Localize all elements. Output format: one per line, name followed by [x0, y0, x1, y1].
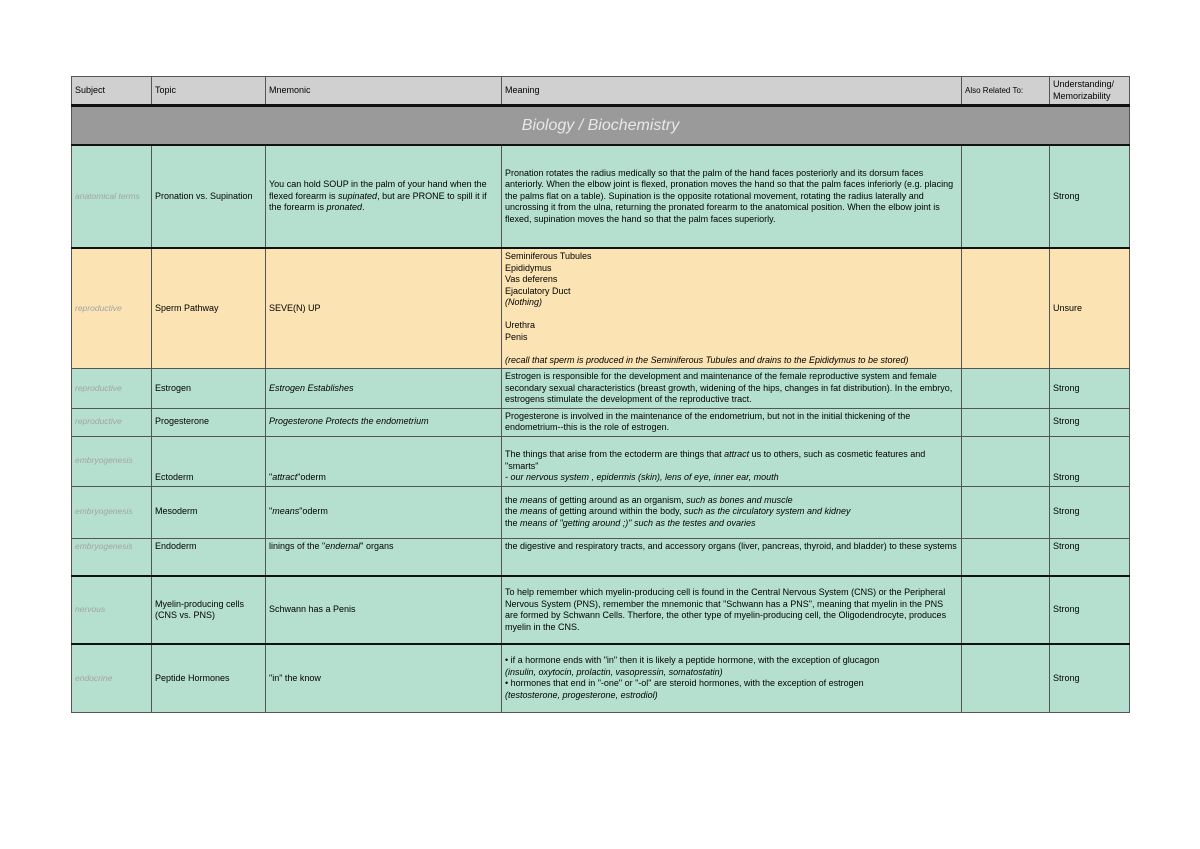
topic-cell: Mesoderm — [152, 486, 266, 538]
header-meaning: Meaning — [502, 77, 962, 106]
topic-cell: Peptide Hormones — [152, 644, 266, 712]
mnemonic-cell: Schwann has a Penis — [266, 576, 502, 644]
rating-cell: Strong — [1050, 576, 1130, 644]
mnemonics-table — [71, 76, 1130, 713]
subject-cell: endocrine — [72, 644, 152, 712]
rating-cell: Unsure — [1050, 248, 1130, 369]
table-row — [72, 436, 1130, 486]
subject-cell: nervous — [72, 576, 152, 644]
also-related-cell — [962, 538, 1050, 576]
topic-cell: Pronation vs. Supination — [152, 145, 266, 248]
table-row — [72, 369, 1130, 409]
table-row — [72, 538, 1130, 576]
also-related-cell — [962, 248, 1050, 369]
also-related-cell — [962, 576, 1050, 644]
mnemonic-cell: Progesterone Protects the endometrium — [266, 408, 502, 436]
header-understanding-line1: Understanding/ — [1053, 79, 1115, 89]
topic-cell: Myelin-producing cells (CNS vs. PNS) — [152, 576, 266, 644]
rating-cell: Strong — [1050, 486, 1130, 538]
header-mnemonic: Mnemonic — [266, 77, 502, 106]
meaning-cell: Estrogen is responsible for the development and maintenance of the female reproductive system and female secondary sexual characteristics (breast growth, widening of the hips, changes in fat distribution). In the embryo, estrogens stimulate the development of the reproductive tract. — [502, 369, 962, 409]
meaning-cell: Pronation rotates the radius medically so that the palm of the hand faces posteriorly and its dorsum faces anteriorly. When the elbow joint is flexed, pronation moves the hand so that the palm faces inferiorly (e.g. placing the palms flat on a table). Supination is the opposite rotational movement, rotating the radius laterally and uncrossing it from the ulna, returning the pronated forearm to the anatomical position. When the elbow joint is flexed, supination moves the hand so that the palm faces superiorly. — [502, 145, 962, 248]
meaning-cell: • if a hormone ends with "in" then it is likely a peptide hormone, with the exception of glucagon (insulin, oxytocin, prolactin, vasopressin, somatostatin) • hormones that end in "-one" or "-ol" are steroid hormones, with the exception of estrogen (testosterone, progesterone, estrodiol) — [502, 644, 962, 712]
also-related-cell — [962, 644, 1050, 712]
section-row — [72, 106, 1130, 146]
rating-cell: Strong — [1050, 369, 1130, 409]
rating-cell: Strong — [1050, 436, 1130, 486]
meaning-cell: Progesterone is involved in the maintenance of the endometrium, but not in the initial thickening of the endometrium--this is the role of estrogen. — [502, 408, 962, 436]
table-row — [72, 408, 1130, 436]
meaning-cell: The things that arise from the ectoderm are things that attract us to others, such as cosmetic features and "smarts" - our nervous system , epidermis (skin), lens of eye, inner ear, mouth — [502, 436, 962, 486]
header-subject: Subject — [72, 77, 152, 106]
table-row — [72, 644, 1130, 712]
meaning-cell: To help remember which myelin-producing cell is found in the Central Nervous System (CNS) or the Peripheral Nervous System (PNS), remember the mnemonic that "Schwann has a PNS", meaning that myelin in the PNS are formed by Schwann Cells. Therfore, the other type of myelin-producing cell, the Oligodendrocyte, produces myelin in the CNS. — [502, 576, 962, 644]
mnemonic-cell: "in" the know — [266, 644, 502, 712]
also-related-cell — [962, 408, 1050, 436]
rating-cell: Strong — [1050, 408, 1130, 436]
subject-cell: embryogenesis — [72, 486, 152, 538]
header-understanding-line2: Memorizability — [1053, 90, 1111, 101]
header-also-related: Also Related To: — [962, 77, 1050, 106]
header-row — [72, 77, 1130, 106]
table-row — [72, 248, 1130, 369]
topic-cell: Estrogen — [152, 369, 266, 409]
subject-cell: reproductive — [72, 248, 152, 369]
meaning-cell: Seminiferous Tubules Epididymus Vas deferens Ejaculatory Duct (Nothing) Urethra Penis (recall that sperm is produced in the Seminiferous Tubules and drains to the Epididymus to be stored) — [502, 248, 962, 369]
table-row — [72, 145, 1130, 248]
subject-cell: reproductive — [72, 408, 152, 436]
mnemonic-cell: SEVE(N) UP — [266, 248, 502, 369]
rating-cell: Strong — [1050, 644, 1130, 712]
also-related-cell — [962, 486, 1050, 538]
subject-cell: reproductive — [72, 369, 152, 409]
also-related-cell — [962, 436, 1050, 486]
table-row — [72, 576, 1130, 644]
rating-cell: Strong — [1050, 538, 1130, 576]
topic-cell: Endoderm — [152, 538, 266, 576]
topic-cell: Sperm Pathway — [152, 248, 266, 369]
mnemonic-cell: Estrogen Establishes — [266, 369, 502, 409]
subject-cell: anatomical terms — [72, 145, 152, 248]
topic-cell: Ectoderm — [152, 436, 266, 486]
header-topic: Topic — [152, 77, 266, 106]
section-title: Biology / Biochemistry — [72, 106, 1130, 146]
rating-cell: Strong — [1050, 145, 1130, 248]
mnemonic-cell: "attract"oderm — [266, 436, 502, 486]
mnemonic-cell: linings of the "endernal" organs — [266, 538, 502, 576]
table-row — [72, 486, 1130, 538]
mnemonic-cell: "means"oderm — [266, 486, 502, 538]
meaning-cell: the digestive and respiratory tracts, and accessory organs (liver, pancreas, thyroid, and bladder) to these systems — [502, 538, 962, 576]
mnemonic-cell: You can hold SOUP in the palm of your hand when the flexed forearm is supinated, but are PRONE to spill it if the forearm is pronated. — [266, 145, 502, 248]
subject-cell: embryogenesis — [72, 436, 152, 486]
also-related-cell — [962, 369, 1050, 409]
subject-cell: embryogenesis — [72, 538, 152, 576]
header-understanding — [1050, 77, 1130, 106]
topic-cell: Progesterone — [152, 408, 266, 436]
meaning-cell: the means of getting around as an organism, such as bones and muscle the means of getting around within the body, such as the circulatory system and kidney the means of "getting around ;)" such as the testes and ovaries — [502, 486, 962, 538]
also-related-cell — [962, 145, 1050, 248]
